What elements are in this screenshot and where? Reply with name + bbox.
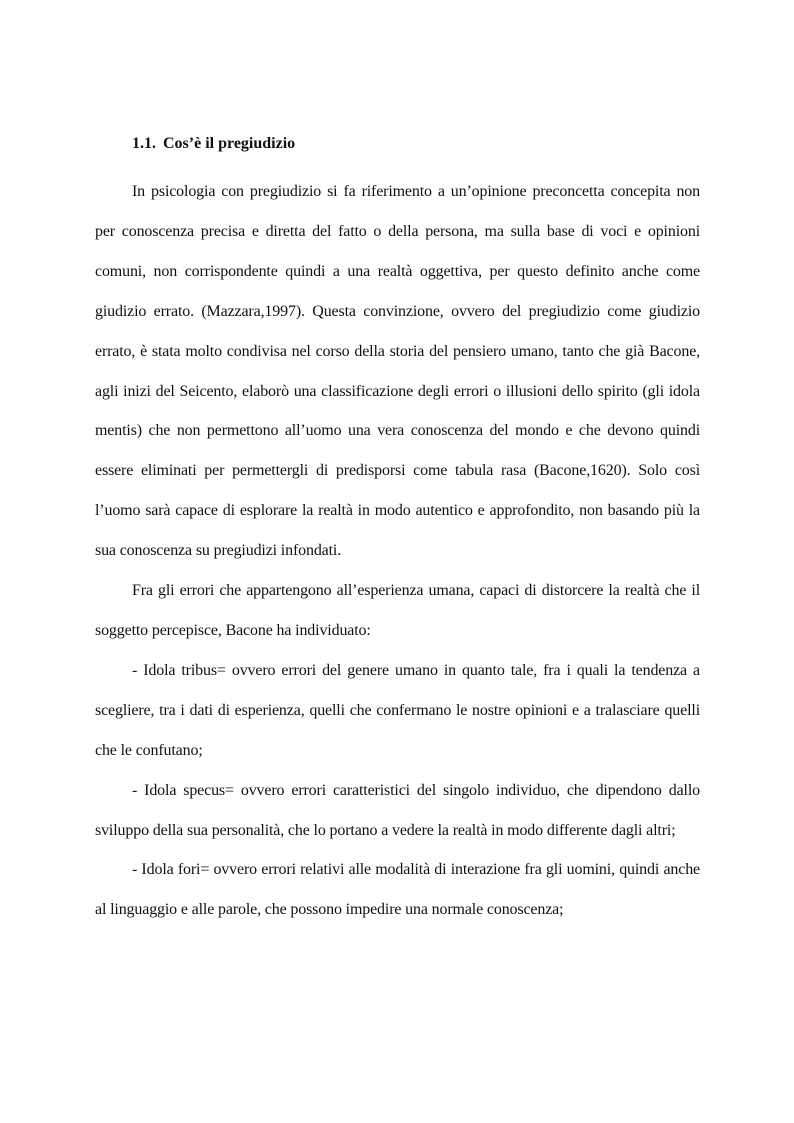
list-item-idola-tribus: - Idola tribus= ovvero errori del genere umano in quanto tale, fra i quali la tendenza a scegliere, tra i dati di esperienza, quelli che confermano le nostre opinioni e a tralasciare quelli che le confutano;: [95, 661, 700, 759]
section-number: 1.1.: [132, 135, 156, 152]
list-item-idola-specus: - Idola specus= ovvero errori caratteristici del singolo individuo, che dipendono dallo sviluppo della sua personalità, che lo portano a vedere la realtà in modo differente dagli altri;: [95, 781, 700, 839]
list-item-idola-fori: - Idola fori= ovvero errori relativi alle modalità di interazione fra gli uomini, quindi anche al linguaggio e alle parole, che possono impedire una normale conoscenza;: [95, 861, 700, 919]
section-heading: [132, 132, 295, 156]
section-title: Cos’è il pregiudizio: [163, 135, 296, 152]
body-text: [95, 172, 700, 930]
paragraph-errors-intro: Fra gli errori che appartengono all’esperienza umana, capaci di distorcere la realtà che il soggetto percepisce, Bacone ha individuato:: [95, 582, 700, 639]
paragraph-intro: In psicologia con pregiudizio si fa riferimento a un’opinione preconcetta concepita non per conoscenza precisa e diretta del fatto o della persona, ma sulla base di voci e opinioni comuni, non corrispondente quindi a una realtà oggettiva, per questo definito anche come giudizio errato. (Mazzara,1997). Questa convinzione, ovvero del pregiudizio come giudizio errato, è stata molto condivisa nel corso della storia del pensiero umano, tanto che già Bacone, agli inizi del Seicento, elaborò una classificazione degli errori o illusioni dello spirito (gli idola mentis) che non permettono all’uomo una vera conoscenza del mondo e che devono quindi essere eliminati per permettergli di predisporsi come tabula rasa (Bacone,1620). Solo così l’uomo sarà capace di esplorare la realtà in modo autentico e approfondito, non basando più la sua conoscenza su pregiudizi infondati.: [95, 183, 700, 560]
